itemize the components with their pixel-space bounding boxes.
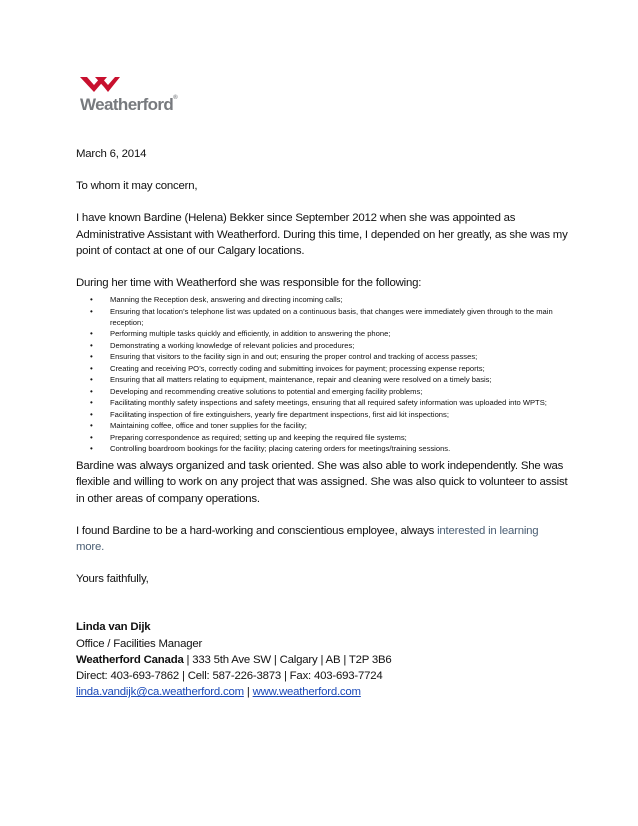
logo-wordmark (80, 95, 177, 115)
signature-company-line (76, 652, 568, 668)
signature-phones: Direct: 403-693-7862 | Cell: 587-226-3873 | Fax: 403-693-7724 (76, 670, 383, 683)
closing-highlight-text: interested in learning more. (76, 524, 539, 554)
duty-text: Maintaining coffee, office and toner supplies for the facility; (110, 421, 307, 431)
logo-registered-mark: ® (173, 95, 178, 101)
link-separator: | (243, 686, 253, 699)
website-link[interactable]: www.weatherford.com (252, 686, 361, 699)
duty-text: Ensuring that location’s telephone list was updated on a continuous basis, that changes were immediately given through to the main reception; (110, 306, 553, 327)
duty-text: Developing and recommending creative solutions to potential and emerging facility problems; (110, 386, 423, 396)
duty-text: Controlling boardroom bookings for the facility; placing catering orders for meetings/training sessions. (110, 444, 451, 454)
duty-text: Ensuring that all matters relating to equipment, maintenance, repair and cleaning were resolved on a timely basis; (110, 375, 492, 385)
duty-list-item (76, 294, 568, 305)
email-link[interactable]: linda.vandijk@ca.weatherford.com (76, 686, 244, 699)
duty-list-item (76, 386, 568, 397)
duty-list-item (76, 443, 568, 454)
duty-text: Preparing correspondence as required; setting up and keeping the required file systems; (110, 432, 407, 442)
signature-name: Linda van Dijk (76, 621, 151, 634)
weatherford-logo (80, 74, 180, 124)
signature-address: | 333 5th Ave SW | Calgary | AB | T2P 3B6 (183, 653, 392, 666)
bullet-icon: • (90, 352, 93, 362)
salutation: To whom it may concern, (76, 180, 198, 193)
summary-paragraph: Bardine was always organized and task oriented. She was also able to work independently. She was flexible and willing to work on any project that was assigned. She was also quick to volunteer to assist in other areas of company operations. (76, 460, 568, 505)
duty-list-item (76, 432, 568, 443)
duty-text: Facilitating inspection of fire extinguishers, yearly fire department inspections, first aid kit inspections; (110, 409, 449, 419)
duty-list-item (76, 374, 568, 385)
duty-text: Manning the Reception desk, answering and directing incoming calls; (110, 295, 343, 305)
bullet-icon: • (90, 375, 93, 385)
duty-text: Demonstrating a working knowledge of relevant policies and procedures; (110, 340, 355, 350)
duty-text: Facilitating monthly safety inspections and safety meetings, ensuring that all required safety information was uploaded into WPTS; (110, 398, 547, 408)
bullet-icon: • (90, 409, 93, 419)
closing-text: I found Bardine to be a hard-working and conscientious employee, always (76, 524, 438, 537)
letter-date: March 6, 2014 (76, 148, 147, 160)
bullet-icon: • (90, 363, 93, 373)
weatherford-logo-mark-icon (80, 74, 120, 94)
bullet-icon: • (90, 340, 93, 350)
letter-body (76, 146, 568, 700)
bullet-icon: • (90, 432, 93, 442)
signoff: Yours faithfully, (76, 573, 149, 586)
duty-list-item (76, 340, 568, 351)
bullet-icon: • (90, 444, 93, 454)
logo-text: Weatherford (80, 95, 174, 114)
signature-links (76, 684, 568, 700)
signature-company: Weatherford Canada (76, 653, 184, 666)
duties-intro: During her time with Weatherford she was responsible for the following: (76, 277, 422, 290)
signature-title: Office / Facilities Manager (76, 637, 203, 650)
duty-list-item (76, 328, 568, 339)
duty-list-item (76, 351, 568, 362)
duty-text: Ensuring that visitors to the facility sign in and out; ensuring the proper control and tracking of access passes; (110, 352, 478, 362)
bullet-icon: • (90, 306, 93, 316)
duty-text: Performing multiple tasks quickly and efficiently, in addition to answering the phone; (110, 329, 391, 339)
duty-list-item (76, 420, 568, 431)
bullet-icon: • (90, 398, 93, 408)
bullet-icon: • (90, 386, 93, 396)
duties-list (76, 294, 568, 454)
duty-list-item (76, 409, 568, 420)
bullet-icon: • (90, 421, 93, 431)
duty-list-item (76, 306, 568, 328)
intro-paragraph: I have known Bardine (Helena) Bekker since September 2012 when she was appointed as Administrative Assistant with Weatherford. During this time, I depended on her greatly, as she was my point of contact at one of our Calgary locations. (76, 212, 568, 257)
bullet-icon: • (90, 295, 93, 305)
bullet-icon: • (90, 329, 93, 339)
duty-list-item (76, 397, 568, 408)
closing-paragraph (76, 523, 568, 555)
duty-text: Creating and receiving PO’s, correctly coding and submitting invoices for payment; processing expense reports; (110, 363, 485, 373)
duty-list-item (76, 363, 568, 374)
